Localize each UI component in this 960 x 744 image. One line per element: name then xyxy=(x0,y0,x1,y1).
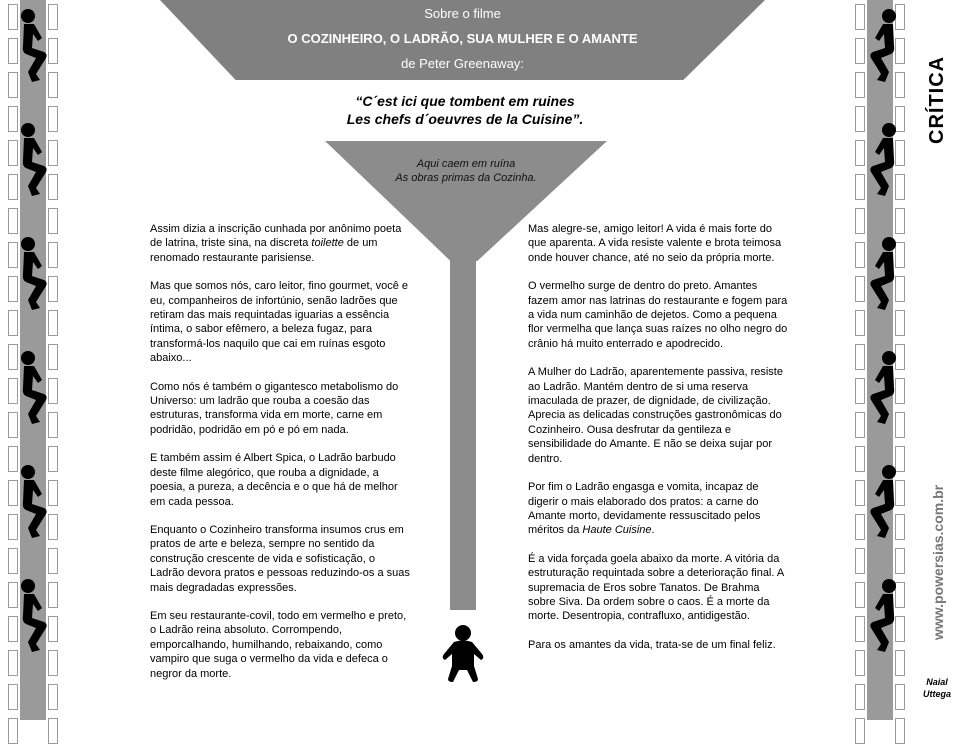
sprocket-hole xyxy=(8,412,18,438)
sprocket-hole xyxy=(855,514,865,540)
sprocket-hole xyxy=(8,718,18,744)
stick-figure-icon xyxy=(865,578,899,654)
sprocket-hole xyxy=(8,208,18,234)
paragraph: Para os amantes da vida, trata-se de um final feliz. xyxy=(528,638,776,651)
sprocket-hole xyxy=(8,38,18,64)
sprocket-hole xyxy=(8,242,18,268)
stick-figure-icon xyxy=(18,350,52,426)
sprocket-hole xyxy=(8,72,18,98)
author-name: Naial Uttega xyxy=(922,677,951,699)
paragraph: Por fim o Ladrão engasga e vomita, incapaz de digerir o mais elaborado dos pratos: a carne do Amante morto, devidamente ressuscitado pelos méritos da Haute Cuisine. xyxy=(528,481,761,537)
paragraph: Assim dizia a inscrição cunhada por anônimo poeta de latrina, triste sina, na discreta toilette de um renomado restaurante parisiense. xyxy=(150,223,402,264)
left-column xyxy=(150,222,412,695)
sprocket-hole xyxy=(8,684,18,710)
sprocket-hole xyxy=(855,174,865,200)
sprocket-hole xyxy=(855,276,865,302)
sprocket-hole xyxy=(48,310,58,336)
stick-figure-icon xyxy=(865,8,899,84)
director-line: de Peter Greenaway: xyxy=(401,56,524,71)
film-strip-right xyxy=(853,0,907,720)
sprocket-hole xyxy=(48,718,58,744)
quote-line: Les chefs d´oeuvres de la Cuisine”. xyxy=(346,111,584,127)
sprocket-hole xyxy=(855,718,865,744)
sprocket-hole xyxy=(855,38,865,64)
sprocket-hole xyxy=(855,480,865,506)
section-label: CRÍTICA xyxy=(926,55,948,144)
stick-figure-icon xyxy=(18,464,52,540)
sprocket-hole xyxy=(855,446,865,472)
paragraph: Mas que somos nós, caro leitor, fino gourmet, você e eu, companheiros de infortúnio, senão ladrões que retiram das mais requintadas iguarias a essência íntima, o sabor efêmero, a beleza fugaz, para transformá-los naquilo que cai em ruínas esgoto abaixo... xyxy=(150,280,409,365)
sprocket-hole xyxy=(855,242,865,268)
stick-figure-icon xyxy=(865,236,899,312)
sprocket-hole xyxy=(8,582,18,608)
paragraph: A Mulher do Ladrão, aparentemente passiva, resiste ao Ladrão. Mantém dentro de si uma reserva imaculada de prazer, de dignidade, de civilização. Aprecia as delicadas construções gastronômicas do Cozinheiro. Ousa desfrutar da gentileza e sensibilidade do Amante. E não se deixa sujar por dentro. xyxy=(528,366,783,465)
sprocket-hole xyxy=(855,72,865,98)
sprocket-hole xyxy=(8,310,18,336)
stick-figure-icon xyxy=(18,578,52,654)
paragraph: É a vida forçada goela abaixo da morte. A vitória da estruturação requintada sobre a deterioração final. A supremacia de Eros sobre Tanatos. De Brahma sobre Siva. Da ordem sobre o caos. É a morte da morte. Desentropia, contrafluxo, antidigestão. xyxy=(528,552,784,623)
sprocket-hole xyxy=(855,378,865,404)
right-column xyxy=(528,222,790,666)
paragraph: E também assim é Albert Spica, o Ladrão barbudo deste filme alegórico, que rouba a dignidade, a poesia, a pureza, a decência e o que há de melhor em cada pessoa. xyxy=(150,452,398,508)
sprocket-hole xyxy=(48,684,58,710)
sprocket-hole xyxy=(855,310,865,336)
sprocket-hole xyxy=(48,548,58,574)
sprocket-hole xyxy=(8,446,18,472)
quote-line: “C´est ici que tombent em ruines xyxy=(355,93,575,109)
sprocket-hole xyxy=(855,208,865,234)
film-strip-left xyxy=(6,0,60,720)
sprocket-hole xyxy=(8,174,18,200)
sprocket-hole xyxy=(8,378,18,404)
translation-line: As obras primas da Cozinha. xyxy=(395,172,537,184)
sprocket-hole xyxy=(895,548,905,574)
sprocket-hole xyxy=(855,4,865,30)
stick-figure-icon xyxy=(865,350,899,426)
sprocket-hole xyxy=(855,548,865,574)
paragraph: Em seu restaurante-covil, todo em vermelho e preto, o Ladrão reina absoluto. Corrompendo, emporcalhando, humilhando, rebaixando, como vampiro que suga o vermelho da vida e defeca o negror da morte. xyxy=(150,609,407,680)
sprocket-hole xyxy=(855,650,865,676)
sprocket-hole xyxy=(8,140,18,166)
sprocket-hole xyxy=(8,616,18,642)
stick-figure-icon xyxy=(18,122,52,198)
sprocket-hole xyxy=(895,208,905,234)
sprocket-hole xyxy=(855,106,865,132)
sprocket-hole xyxy=(8,650,18,676)
chef-figure-icon xyxy=(440,624,486,682)
sprocket-hole xyxy=(8,480,18,506)
stick-figure-icon xyxy=(865,122,899,198)
header-intro: Sobre o filme xyxy=(424,6,501,21)
sprocket-hole xyxy=(8,514,18,540)
film-title: O COZINHEIRO, O LADRÃO, SUA MULHER E O AMANTE xyxy=(287,31,638,46)
french-quote xyxy=(300,92,630,128)
sprocket-hole xyxy=(895,684,905,710)
translation-line: Aqui caem em ruína xyxy=(416,158,516,170)
sprocket-hole xyxy=(895,718,905,744)
sprocket-hole xyxy=(8,4,18,30)
sprocket-hole xyxy=(8,276,18,302)
sprocket-hole xyxy=(855,412,865,438)
sprocket-hole xyxy=(855,140,865,166)
website-link[interactable]: www.powersias.com.br xyxy=(930,484,946,640)
stick-figure-icon xyxy=(18,8,52,84)
sprocket-hole xyxy=(895,310,905,336)
paragraph: O vermelho surge de dentro do preto. Amantes fazem amor nas latrinas do restaurante e fogem para a vida num caminhão de dejetos. Como a pequena flor vermelha que lança suas raízes no olho negro do crânio há muito enterrado e apodrecido. xyxy=(528,280,788,350)
stick-figure-icon xyxy=(865,464,899,540)
sprocket-hole xyxy=(855,582,865,608)
paragraph: Mas alegre-se, amigo leitor! A vida é mais forte do que aparenta. A vida resiste valente e brota teimosa onde houver chance, até no seio da própria morte. xyxy=(528,223,782,264)
paragraph: Enquanto o Cozinheiro transforma insumos crus em pratos de arte e beleza, sempre no sentido da construção crescente de vida e sofisticação, o Ladrão devora pratos e pessoas reduzindo-os a suas mais degradadas expressões. xyxy=(150,523,410,594)
sprocket-hole xyxy=(8,106,18,132)
sprocket-hole xyxy=(855,344,865,370)
sprocket-hole xyxy=(855,684,865,710)
sprocket-hole xyxy=(48,208,58,234)
sprocket-hole xyxy=(855,616,865,642)
stick-figure-icon xyxy=(18,236,52,312)
quote-translation xyxy=(325,157,607,185)
sprocket-hole xyxy=(8,548,18,574)
sprocket-hole xyxy=(8,344,18,370)
funnel-stem xyxy=(450,250,476,610)
paragraph: Como nós é também o gigantesco metabolismo do Universo: um ladrão que rouba a coesão das estruturas, transforma vida em morte, carne em podridão, podridão em pó e pó em nada. xyxy=(150,380,399,436)
